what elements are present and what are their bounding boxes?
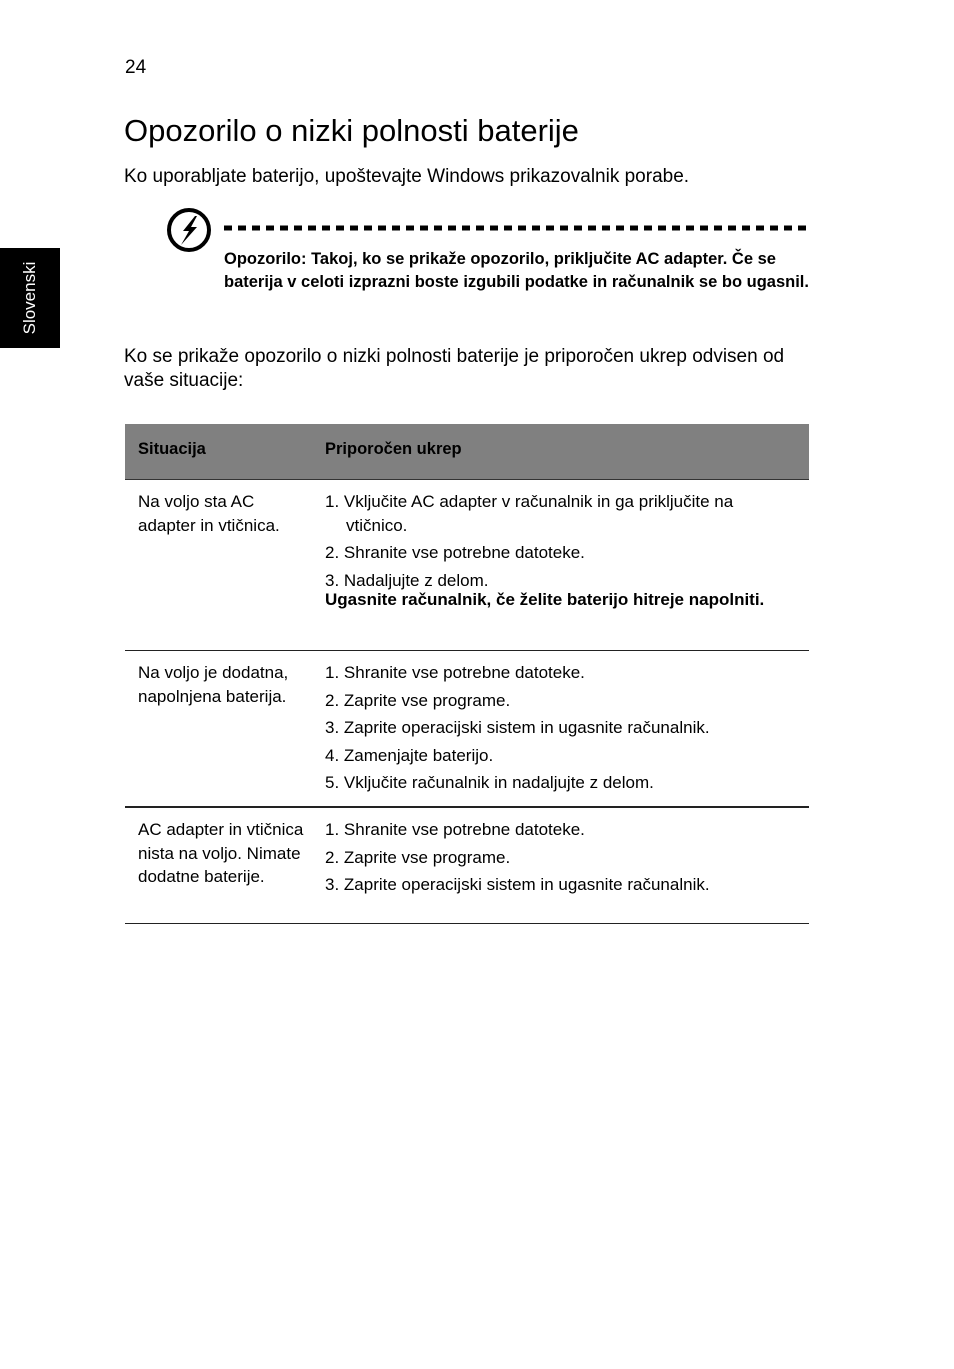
- step-note: Ugasnite računalnik, če želite baterijo hitreje napolniti.: [325, 590, 765, 609]
- header-action: Priporočen ukrep: [325, 440, 462, 458]
- warning-text: Opozorilo: Takoj, ko se prikaže opozorilo, priključite AC adapter. Če se baterija v celoti izprazni boste izgubili podatke in računalnik se bo ugasnil.: [224, 250, 809, 291]
- situation-cell: Na voljo je dodatna, napolnjena baterija.: [138, 663, 289, 706]
- table-row: [125, 480, 809, 651]
- step-item: 1. Shranite vse potrebne datoteke.: [325, 820, 585, 839]
- situation-cell: Na voljo sta AC adapter in vtičnica.: [138, 492, 280, 535]
- steps-list: [325, 818, 795, 901]
- step-item: 2. Zaprite vse programe.: [325, 847, 511, 867]
- header-situation: Situacija: [138, 440, 206, 458]
- warning-bolt-icon: [166, 207, 212, 253]
- situation-cell: AC adapter in vtičnica nista na voljo. Nimate dodatne baterije.: [138, 820, 304, 886]
- table-row: [125, 808, 809, 924]
- step-item: 2. Shranite vse potrebne datoteke.: [325, 543, 585, 562]
- recommendation-table: [125, 424, 809, 924]
- step-item: 3. Zaprite operacijski sistem in ugasnite računalnik.: [325, 718, 710, 737]
- page-title: Opozorilo o nizki polnosti baterije: [124, 113, 579, 148]
- steps-list: [325, 661, 795, 799]
- warning-dashed-divider: [224, 225, 810, 231]
- step-item: 3. Zaprite operacijski sistem in ugasnite računalnik.: [325, 875, 710, 894]
- table-row: [125, 651, 809, 808]
- table-header: [125, 424, 809, 480]
- page-number: 24: [125, 57, 147, 78]
- step-item: 2. Zaprite vse programe.: [325, 690, 511, 710]
- steps-list: [325, 490, 795, 615]
- step-item: 4. Zamenjajte baterijo.: [325, 745, 494, 765]
- side-tab-label: Slovenski: [20, 261, 39, 335]
- step-item: 1. Shranite vse potrebne datoteke.: [325, 663, 585, 682]
- intro-text: Ko uporabljate baterijo, upoštevajte Windows prikazovalnik porabe.: [124, 166, 690, 187]
- language-side-tab: [0, 248, 60, 348]
- step-item: 5. Vključite računalnik in nadaljujte z delom.: [325, 773, 654, 792]
- step-item: 1. Vključite AC adapter v računalnik in ga priključite na vtičnico.: [325, 492, 734, 535]
- step-item: 3. Nadaljujte z delom. Ugasnite računalnik, če želite baterijo hitreje napolniti.: [325, 569, 795, 612]
- lead-text: Ko se prikaže opozorilo o nizki polnosti baterije je priporočen ukrep odvisen od vaše situacije:: [124, 346, 785, 391]
